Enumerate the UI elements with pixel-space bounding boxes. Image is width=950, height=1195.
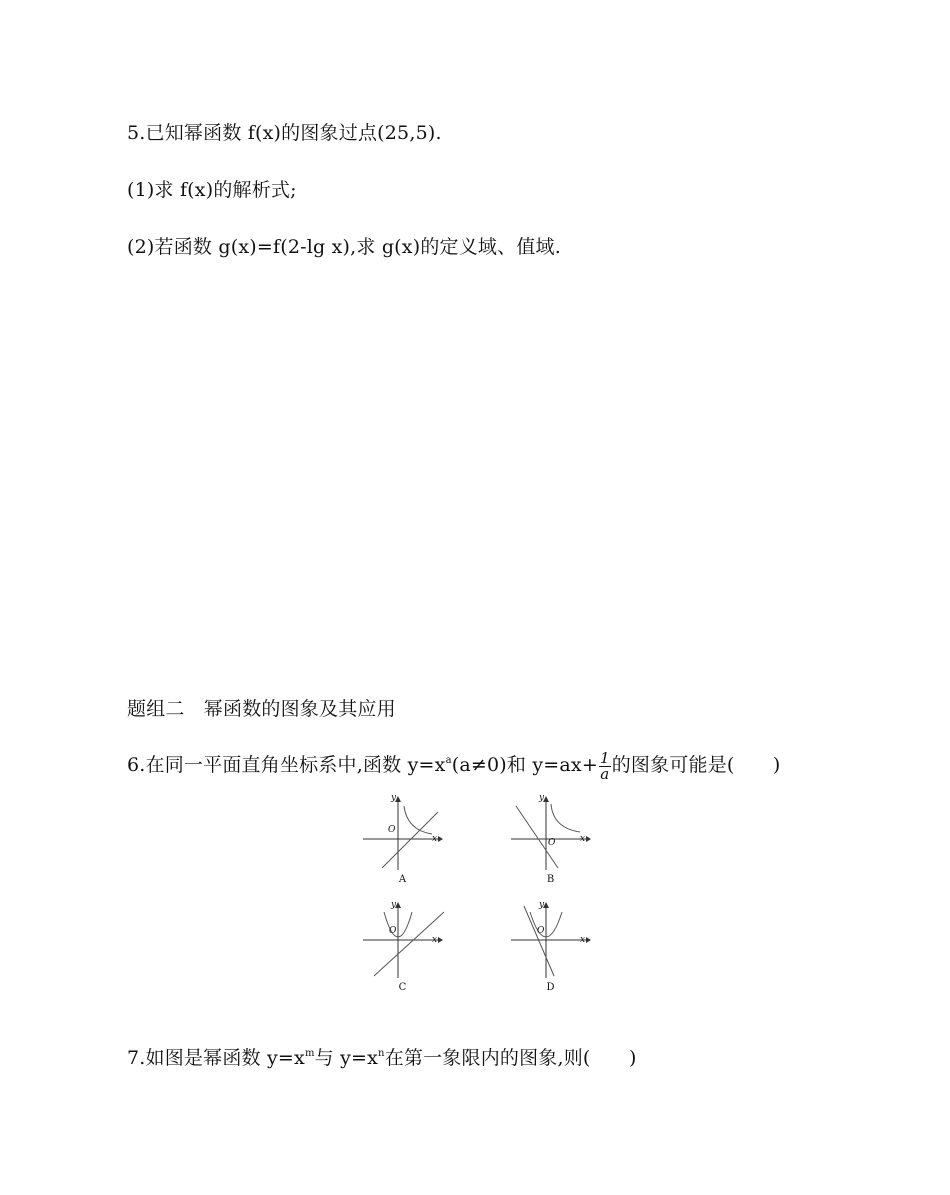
q7-exponent-n: n <box>378 1048 385 1059</box>
figure-a-origin: O <box>388 825 396 835</box>
figure-a-x-label: x <box>432 834 438 844</box>
q6-fraction-numerator: 1 <box>599 748 610 767</box>
question-5-part-2: (2)若函数 g(x)=f(2-lg x),求 g(x)的定义域、值域. <box>127 236 561 258</box>
q7-text-before: 7.如图是幂函数 y=x <box>127 1047 305 1069</box>
figure-a-y-label: y <box>391 793 397 803</box>
question-6-figures <box>360 792 595 1007</box>
figure-b-label: B <box>546 874 555 885</box>
q6-exponent: a <box>445 755 452 766</box>
figure-a <box>360 792 445 884</box>
figure-c-origin: O <box>389 926 397 936</box>
q6-text-before: 6.在同一平面直角坐标系中,函数 y=x <box>127 754 446 776</box>
q6-fraction <box>599 748 611 783</box>
figure-b-y-label: y <box>539 793 545 803</box>
question-5-stem: 5.已知幂函数 f(x)的图象过点(25,5). <box>127 122 442 144</box>
figure-b <box>508 792 593 884</box>
figure-b-origin: O <box>548 838 556 848</box>
q7-text-middle: 与 y=x <box>314 1047 379 1069</box>
q6-fraction-denominator: a <box>600 764 610 783</box>
question-7-stem <box>127 1043 637 1070</box>
figure-a-label: A <box>398 874 407 885</box>
figure-d <box>508 900 593 992</box>
figure-c <box>360 900 445 992</box>
figure-b-graph <box>508 792 593 872</box>
question-5-part-1: (1)求 f(x)的解析式; <box>127 179 297 201</box>
figure-d-label: D <box>546 982 555 993</box>
q6-text-after: 的图象可能是( ) <box>611 754 781 776</box>
figure-c-label: C <box>398 982 407 993</box>
figure-d-y-label: y <box>539 900 545 910</box>
figure-a-graph <box>360 792 445 872</box>
figure-c-x-label: x <box>432 935 438 945</box>
figure-c-y-label: y <box>391 900 397 910</box>
q6-text-middle: (a≠0)和 y=ax+ <box>451 754 598 776</box>
q7-exponent-m: m <box>304 1048 315 1059</box>
section-title: 题组二 幂函数的图象及其应用 <box>127 698 396 720</box>
figure-d-origin: O <box>537 926 545 936</box>
question-6-stem <box>127 750 781 782</box>
figure-d-x-label: x <box>580 935 586 945</box>
figure-b-x-label: x <box>580 834 586 844</box>
q7-text-after: 在第一象限内的图象,则( ) <box>384 1047 637 1069</box>
